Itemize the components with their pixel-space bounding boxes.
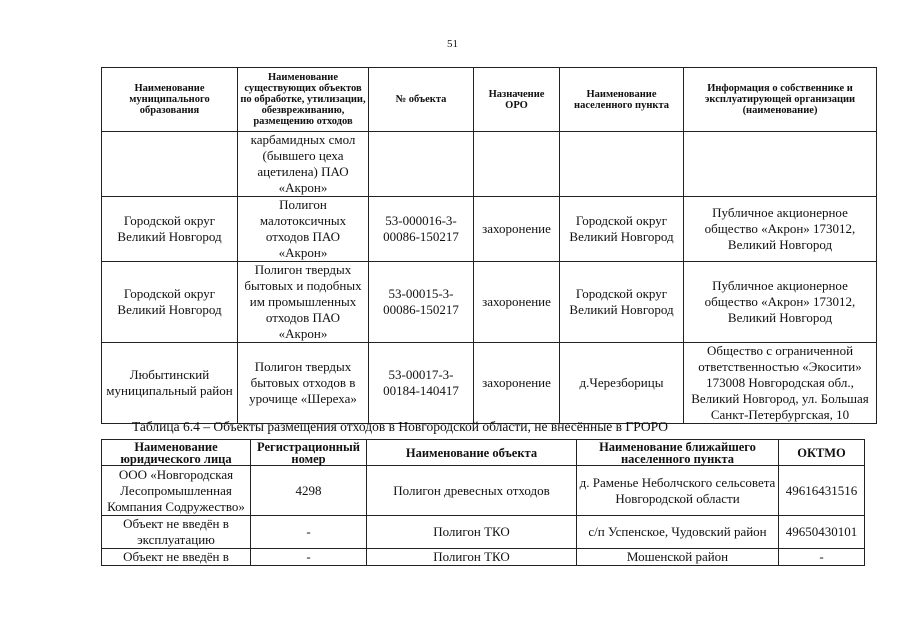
cell-oktmo: 49650430101 <box>779 516 865 549</box>
cell-purpose <box>474 132 560 197</box>
table-row <box>102 132 877 197</box>
cell-legal-entity: ООО «Новгородская Лесопромышленная Компания Содружество» <box>102 466 251 516</box>
objects-table <box>101 67 877 424</box>
header-legal-entity: Наименование юридического лица <box>102 440 251 466</box>
page-number: 51 <box>447 38 458 50</box>
cell-registration-number: 4298 <box>251 466 367 516</box>
cell-object-name: Полигон малотоксичных отходов ПАО «Акрон» <box>238 197 369 262</box>
unregistered-objects-table <box>101 439 865 566</box>
cell-owner: Общество с ограниченной ответственностью «Экосити» 173008 Новгородская обл., Великий Новгород, ул. Большая Санкт-Петербургская, 10 <box>684 343 877 424</box>
cell-settlement: д.Черезборицы <box>560 343 684 424</box>
table-header-row <box>102 68 877 132</box>
table-header-row <box>102 440 865 466</box>
table-caption: Таблица 6.4 – Объекты размещения отходов в Новгородской области, не внесённые в ГРОРО <box>132 419 669 434</box>
table-row <box>102 516 865 549</box>
cell-oktmo: - <box>779 549 865 566</box>
cell-object-name: Полигон твердых бытовых отходов в урочище «Шереха» <box>238 343 369 424</box>
cell-municipality: Городской округ Великий Новгород <box>102 197 238 262</box>
cell-object-number: 53-00017-3-00184-140417 <box>369 343 474 424</box>
cell-municipality: Городской округ Великий Новгород <box>102 262 238 343</box>
cell-owner <box>684 132 877 197</box>
cell-registration-number: - <box>251 549 367 566</box>
cell-settlement: Городской округ Великий Новгород <box>560 262 684 343</box>
cell-municipality <box>102 132 238 197</box>
cell-oktmo: 49616431516 <box>779 466 865 516</box>
table-row <box>102 343 877 424</box>
cell-legal-entity: Объект не введён в <box>102 549 251 566</box>
header-oktmo: ОКТМО <box>779 440 865 466</box>
cell-object-number: 53-000016-3-00086-150217 <box>369 197 474 262</box>
cell-nearest-settlement: Мошенской район <box>577 549 779 566</box>
table-row <box>102 466 865 516</box>
cell-registration-number: - <box>251 516 367 549</box>
header-object-number: № объекта <box>369 68 474 132</box>
cell-purpose: захоронение <box>474 262 560 343</box>
cell-object-name: Полигон ТКО <box>367 516 577 549</box>
cell-object-number <box>369 132 474 197</box>
cell-nearest-settlement: с/п Успенское, Чудовский район <box>577 516 779 549</box>
cell-settlement: Городской округ Великий Новгород <box>560 197 684 262</box>
cell-purpose: захоронение <box>474 197 560 262</box>
table-row <box>102 549 865 566</box>
table-row <box>102 262 877 343</box>
header-registration-number: Регистрационный номер <box>251 440 367 466</box>
header-object-name: Наименование объекта <box>367 440 577 466</box>
cell-object-name: Полигон древесных отходов <box>367 466 577 516</box>
header-settlement: Наименование населенного пункта <box>560 68 684 132</box>
cell-owner: Публичное акционерное общество «Акрон» 173012, Великий Новгород <box>684 197 877 262</box>
cell-purpose: захоронение <box>474 343 560 424</box>
header-municipality: Наименование муниципального образования <box>102 68 238 132</box>
cell-settlement <box>560 132 684 197</box>
cell-owner: Публичное акционерное общество «Акрон» 173012, Великий Новгород <box>684 262 877 343</box>
header-owner-info: Информация о собственнике и эксплуатирующей организации (наименование) <box>684 68 877 132</box>
cell-object-name: Полигон твердых бытовых и подобных им промышленных отходов ПАО «Акрон» <box>238 262 369 343</box>
header-purpose: Назначение ОРО <box>474 68 560 132</box>
cell-legal-entity: Объект не введён в эксплуатацию <box>102 516 251 549</box>
cell-object-name: Полигон ТКО <box>367 549 577 566</box>
cell-municipality: Любытинский муниципальный район <box>102 343 238 424</box>
header-nearest-settlement: Наименование ближайшего населенного пункта <box>577 440 779 466</box>
table-row <box>102 197 877 262</box>
cell-nearest-settlement: д. Раменье Неболчского сельсовета Новгородской области <box>577 466 779 516</box>
header-existing-objects: Наименование существующих объектов по обработке, утилизации, обезвреживанию, размещению отходов <box>238 68 369 132</box>
cell-object-number: 53-00015-3-00086-150217 <box>369 262 474 343</box>
cell-object-name: карбамидных смол (бывшего цеха ацетилена) ПАО «Акрон» <box>238 132 369 197</box>
